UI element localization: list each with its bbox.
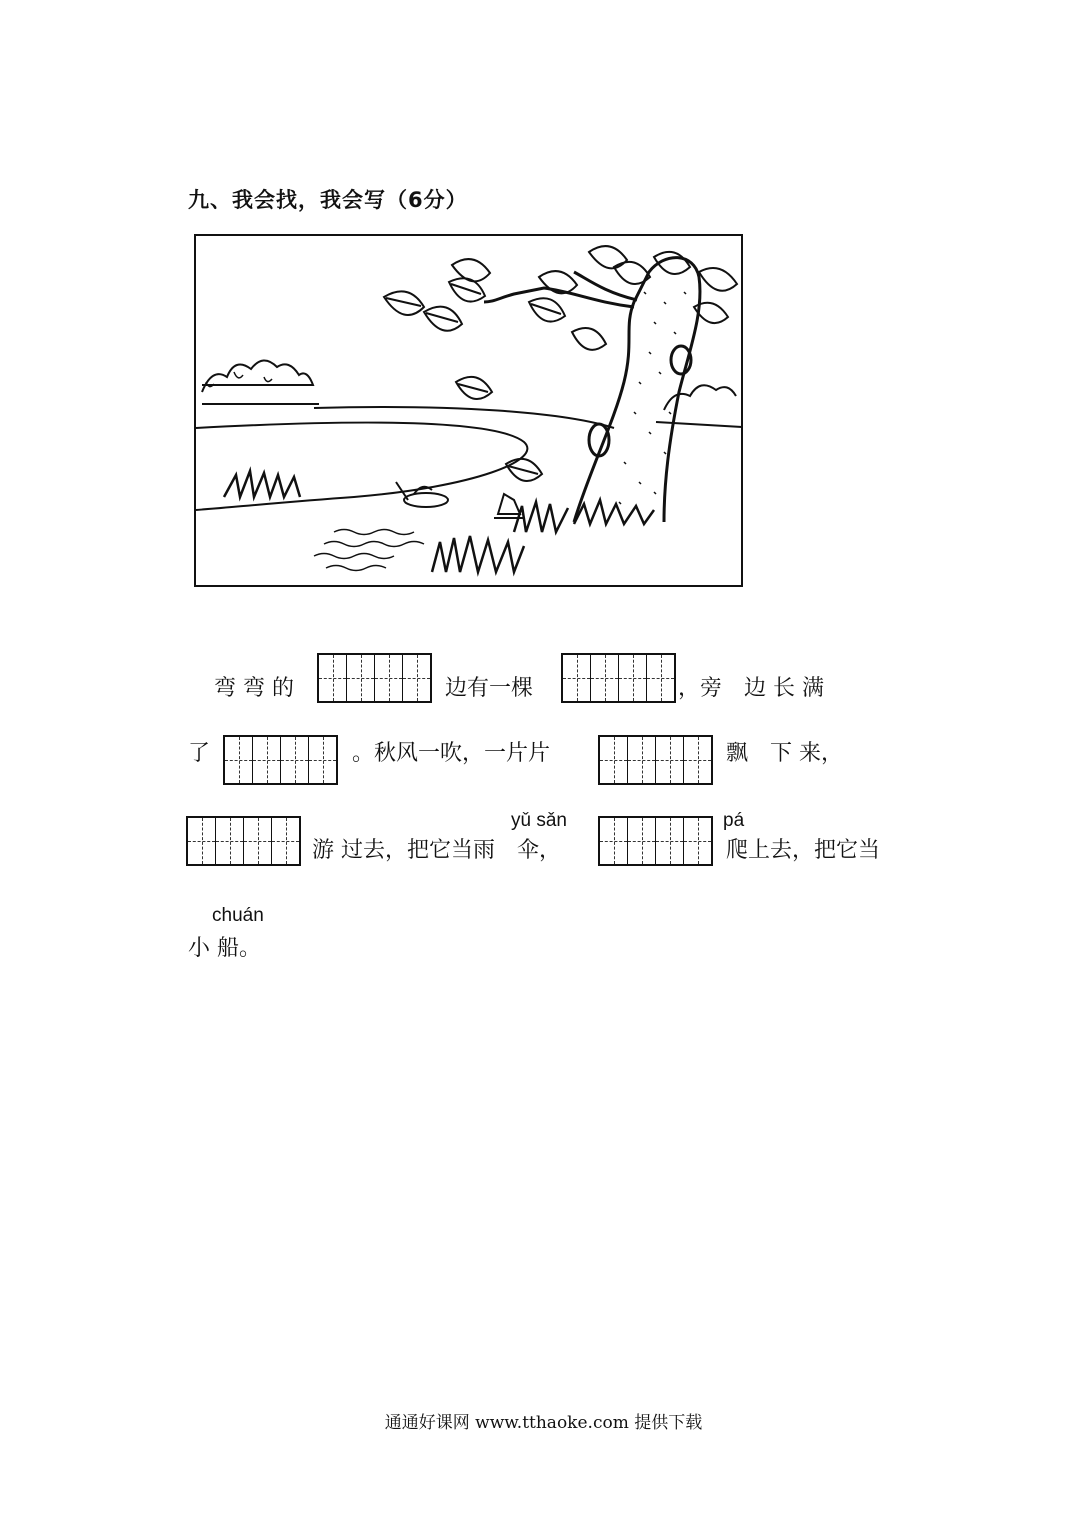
grid-cell[interactable]	[347, 655, 375, 701]
footer-credit: 通通好课网 www.tthaoke.com 提供下载	[384, 1413, 703, 1433]
line2-text-c: 飘 下 来，	[726, 741, 843, 766]
grid-cell[interactable]	[619, 655, 647, 701]
grid-cell[interactable]	[244, 818, 272, 864]
line2-text-b: 。秋风一吹，一片片	[352, 741, 551, 766]
grid-cell[interactable]	[647, 655, 674, 701]
answer-grid-6[interactable]	[598, 816, 713, 866]
grid-cell[interactable]	[591, 655, 619, 701]
grid-cell[interactable]	[309, 737, 336, 783]
grid-cell[interactable]	[216, 818, 244, 864]
grid-cell[interactable]	[684, 737, 711, 783]
grid-cell[interactable]	[375, 655, 403, 701]
grid-cell[interactable]	[656, 737, 684, 783]
line1-text-a: 弯 弯 的	[214, 676, 294, 701]
river-tree-illustration	[194, 232, 745, 589]
grid-cell[interactable]	[188, 818, 216, 864]
pinyin-pa: pá	[723, 810, 745, 831]
grid-cell[interactable]	[628, 737, 656, 783]
grid-cell[interactable]	[600, 737, 628, 783]
grid-cell[interactable]	[253, 737, 281, 783]
grid-cell[interactable]	[684, 818, 711, 864]
grid-cell[interactable]	[600, 818, 628, 864]
line4-text: 小 船。	[188, 936, 261, 961]
grid-cell[interactable]	[563, 655, 591, 701]
grid-cell[interactable]	[628, 818, 656, 864]
line2-text-a: 了	[188, 741, 211, 766]
pinyin-yusan: yǔ sǎn	[511, 810, 567, 831]
line1-text-c: ，旁 边 长 满	[678, 676, 824, 701]
grid-cell[interactable]	[225, 737, 253, 783]
answer-grid-1[interactable]	[317, 653, 432, 703]
line1-text-b: 边有一棵	[445, 676, 534, 701]
grid-cell[interactable]	[656, 818, 684, 864]
line3-text-a: 游 过去，把它当雨 伞，	[312, 838, 561, 863]
grid-cell[interactable]	[319, 655, 347, 701]
answer-grid-2[interactable]	[561, 653, 676, 703]
section-title: 九、我会找，我会写（6分）	[188, 188, 468, 212]
grid-cell[interactable]	[272, 818, 299, 864]
answer-grid-5[interactable]	[186, 816, 301, 866]
pinyin-chuan: chuán	[212, 905, 264, 926]
answer-grid-4[interactable]	[598, 735, 713, 785]
line3-text-b: 爬上去，把它当	[726, 838, 881, 863]
grid-cell[interactable]	[281, 737, 309, 783]
grid-cell[interactable]	[403, 655, 430, 701]
answer-grid-3[interactable]	[223, 735, 338, 785]
